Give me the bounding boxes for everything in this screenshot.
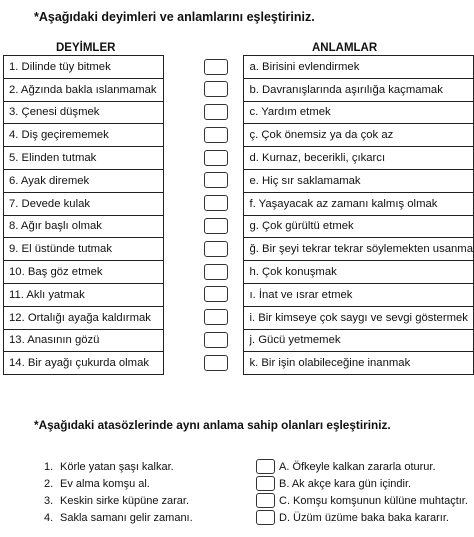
answer-cell (164, 78, 244, 101)
proverb-item (44, 509, 244, 526)
answer-box[interactable] (204, 104, 228, 120)
answer-cell (164, 306, 244, 329)
proverb-list (44, 458, 244, 526)
answer-cell (164, 147, 244, 170)
idiom-text: 11. Aklı yatmak (4, 283, 164, 306)
answer-box[interactable] (204, 59, 228, 75)
match-answer-box[interactable] (256, 459, 275, 474)
match-text: A. Öfkeyle kalkan zararla oturur. (279, 460, 436, 473)
idiom-text: 14. Bir ayağı çukurda olmak (4, 352, 164, 375)
meaning-text: b. Davranışlarında aşırılığa kaçmamak (244, 78, 474, 101)
idiom-row (4, 261, 474, 284)
answer-box[interactable] (204, 286, 228, 302)
idiom-row (4, 238, 474, 261)
idiom-row (4, 306, 474, 329)
match-answer-box[interactable] (256, 493, 275, 508)
idiom-row (4, 124, 474, 147)
idiom-row (4, 192, 474, 215)
idiom-row (4, 169, 474, 192)
answer-cell (164, 101, 244, 124)
worksheet-title-idioms: *Aşağıdaki deyimleri ve anlamlarını eşleştiriniz. (34, 10, 315, 24)
proverb-match-list (256, 458, 474, 526)
idiom-text: 2. Ağzında bakla ıslanmamak (4, 78, 164, 101)
meaning-text: i. Bir kimseye çok saygı ve sevgi göstermek (244, 306, 474, 329)
idiom-text: 4. Diş geçirememek (4, 124, 164, 147)
answer-cell (164, 329, 244, 352)
meaning-text: k. Bir işin olabileceğine inanmak (244, 352, 474, 375)
proverb-number: 4. (44, 511, 54, 524)
idiom-row (4, 101, 474, 124)
answer-cell (164, 56, 244, 79)
answer-box[interactable] (204, 150, 228, 166)
answer-box[interactable] (204, 172, 228, 188)
meaning-text: f. Yaşayacak az zamanı kalmış olmak (244, 192, 474, 215)
proverb-item (44, 492, 244, 509)
idiom-row (4, 78, 474, 101)
proverb-number: 2. (44, 477, 54, 490)
column-header-idioms: DEYİMLER (56, 42, 116, 54)
match-item (256, 475, 474, 492)
idiom-row (4, 352, 474, 375)
meaning-text: ç. Çok önemsiz ya da çok az (244, 124, 474, 147)
idiom-text: 8. Ağır başlı olmak (4, 215, 164, 238)
proverb-text: Ev alma komşu al. (60, 477, 150, 490)
answer-cell (164, 124, 244, 147)
idiom-text: 7. Devede kulak (4, 192, 164, 215)
idiom-matching-table (3, 55, 474, 375)
idiom-row (4, 283, 474, 306)
answer-cell (164, 238, 244, 261)
proverb-text: Körle yatan şaşı kalkar. (60, 460, 174, 473)
idiom-text: 12. Ortalığı ayağa kaldırmak (4, 306, 164, 329)
proverb-item (44, 475, 244, 492)
meaning-text: e. Hiç sır saklamamak (244, 169, 474, 192)
worksheet-title-proverbs: *Aşağıdaki atasözlerinde aynı anlama sahip olanları eşleştiriniz. (34, 418, 391, 432)
proverb-text: Sakla samanı gelir zamanı. (60, 511, 193, 524)
answer-box[interactable] (204, 309, 228, 325)
match-answer-box[interactable] (256, 510, 275, 525)
match-answer-box[interactable] (256, 476, 275, 491)
match-item (256, 509, 474, 526)
match-text: C. Komşu komşunun külüne muhtaçtır. (279, 494, 468, 507)
answer-cell (164, 261, 244, 284)
meaning-text: d. Kurnaz, becerikli, çıkarcı (244, 147, 474, 170)
answer-box[interactable] (204, 218, 228, 234)
idiom-text: 13. Anasının gözü (4, 329, 164, 352)
answer-cell (164, 215, 244, 238)
idiom-row (4, 215, 474, 238)
meaning-text: g. Çok gürültü etmek (244, 215, 474, 238)
meaning-text: ı. İnat ve ısrar etmek (244, 283, 474, 306)
idiom-row (4, 329, 474, 352)
answer-box[interactable] (204, 355, 228, 371)
proverb-number: 3. (44, 494, 54, 507)
answer-cell (164, 352, 244, 375)
match-item (256, 458, 474, 475)
meaning-text: a. Birisini evlendirmek (244, 56, 474, 79)
column-header-meanings: ANLAMLAR (312, 42, 378, 54)
idiom-text: 9. El üstünde tutmak (4, 238, 164, 261)
answer-box[interactable] (204, 264, 228, 280)
idiom-row (4, 56, 474, 79)
proverb-item (44, 458, 244, 475)
answer-box[interactable] (204, 241, 228, 257)
answer-box[interactable] (204, 195, 228, 211)
match-item (256, 492, 474, 509)
idiom-text: 3. Çenesi düşmek (4, 101, 164, 124)
meaning-text: h. Çok konuşmak (244, 261, 474, 284)
answer-cell (164, 283, 244, 306)
meaning-text: c. Yardım etmek (244, 101, 474, 124)
meaning-text: ğ. Bir şeyi tekrar tekrar söylemekten usanma (244, 238, 474, 261)
answer-box[interactable] (204, 81, 228, 97)
proverb-number: 1. (44, 460, 54, 473)
answer-cell (164, 169, 244, 192)
match-text: D. Üzüm üzüme baka baka kararır. (279, 511, 449, 524)
idiom-text: 1. Dilinde tüy bitmek (4, 56, 164, 79)
idiom-row (4, 147, 474, 170)
proverb-text: Keskin sirke küpüne zarar. (60, 494, 190, 507)
idiom-text: 6. Ayak diremek (4, 169, 164, 192)
idiom-text: 10. Baş göz etmek (4, 261, 164, 284)
idiom-text: 5. Elinden tutmak (4, 147, 164, 170)
answer-box[interactable] (204, 332, 228, 348)
answer-box[interactable] (204, 127, 228, 143)
answer-cell (164, 192, 244, 215)
meaning-text: j. Gücü yetmemek (244, 329, 474, 352)
match-text: B. Ak akçe kara gün içindir. (279, 477, 412, 490)
